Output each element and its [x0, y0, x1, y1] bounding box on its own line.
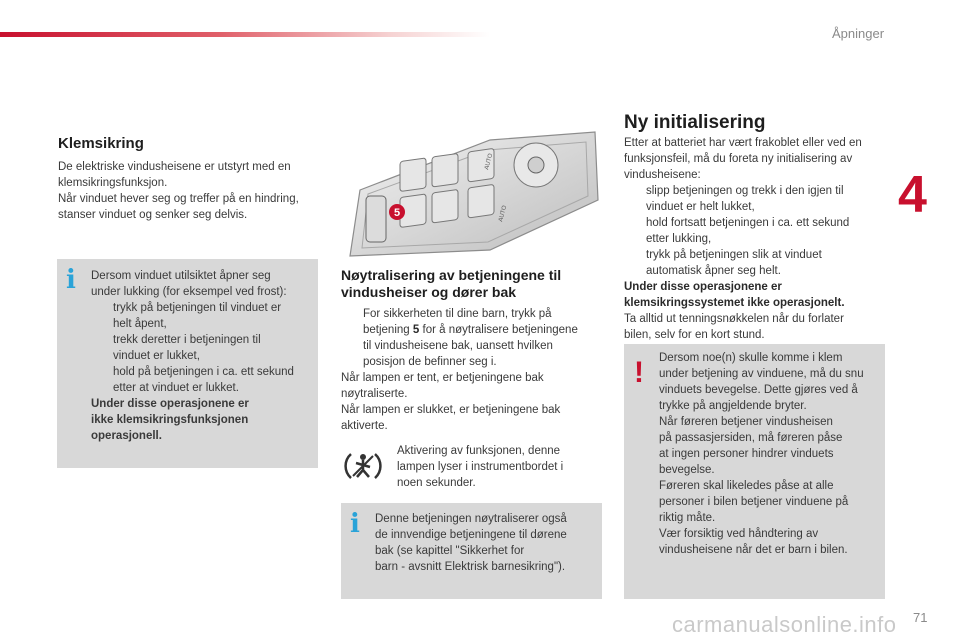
text-line: Denne betjeningen nøytraliserer også — [375, 513, 567, 525]
text-line: automatisk åpner seg helt. — [646, 265, 781, 277]
text-line: Under disse operasjonene er — [91, 398, 249, 410]
text-line: trekk deretter i betjeningen til — [113, 334, 261, 346]
text-line: Når lampen er slukket, er betjeningene bak — [341, 404, 561, 416]
text-line: vinduets bevegelse. Dette gjøres ved å — [659, 384, 858, 396]
lamp-description — [397, 443, 602, 491]
auto-label: AUTO — [484, 152, 495, 171]
warning-box — [624, 344, 885, 599]
text-line: slipp betjeningen og trekk i den igjen til — [646, 185, 844, 197]
auto-label: AUTO — [498, 204, 509, 223]
text-part: for å nøytralisere betjeningene — [422, 324, 578, 336]
text-line: Dersom vinduet utilsiktet åpner seg — [91, 270, 271, 282]
page-number: 71 — [913, 610, 928, 625]
noytralisering-body — [341, 306, 603, 434]
bullet-marker — [91, 300, 113, 332]
ny-init-title: Ny initialisering — [624, 112, 766, 133]
text-line: For sikkerheten til dine barn, trykk på — [363, 308, 552, 320]
text-line: Føreren skal likeledes påse at alle — [659, 480, 834, 492]
text-line: riktig måte. — [659, 512, 716, 524]
text-line: funksjonsfeil, må du foreta ny initialisering av — [624, 153, 853, 165]
title-line: Nøytralisering av betjeningene til — [341, 267, 562, 283]
text-line: vinduet er lukket, — [113, 350, 200, 362]
info-box-mid — [341, 503, 602, 599]
watermark: carmanualsonline.info — [672, 612, 897, 637]
title-line: vindusheiser og dører bak — [341, 284, 517, 300]
text-line: Vær forsiktig ved håndtering av — [659, 528, 819, 540]
text-line: helt åpent, — [113, 318, 167, 330]
text-line: lampen lyser i instrumentbordet i — [397, 461, 564, 473]
body-line: De elektriske vindusheisene er utstyrt med en — [58, 161, 291, 173]
control-ref: 5 — [412, 324, 420, 336]
bullet-marker — [624, 215, 646, 247]
text-line: vinduet er helt lukket, — [646, 201, 755, 213]
bullet-marker — [91, 332, 113, 364]
body-line: stanser vinduet og senker seg delvis. — [58, 209, 248, 221]
bullet-item — [624, 183, 889, 215]
text-line: posisjon de befinner seg i. — [363, 356, 497, 368]
text-line: bevegelse. — [659, 464, 715, 476]
text-part: betjening — [363, 324, 410, 336]
bullet-item — [341, 306, 603, 370]
info-box-left — [57, 259, 318, 468]
text-line: Etter at batteriet har vært frakoblet eller ved en — [624, 137, 862, 149]
text-line: personer i bilen betjener vinduene på — [659, 496, 849, 508]
text-line: nøytraliserte. — [341, 388, 408, 400]
bullet-item — [91, 332, 313, 364]
window-switch-panel-illustration — [340, 130, 602, 258]
text-line: trykk på betjeningen slik at vinduet — [646, 249, 822, 261]
header-accent-bar — [0, 32, 490, 37]
bullet-item — [91, 364, 313, 396]
info-icon: i — [66, 265, 76, 295]
warning-icon: ! — [634, 356, 644, 389]
text-line: ikke klemsikringsfunksjonen — [91, 414, 249, 426]
text-line: vindusheisene når det er barn i bilen. — [659, 544, 848, 556]
text-line: Når føreren betjener vindusheisen — [659, 416, 833, 428]
callout-number: 5 — [393, 207, 401, 219]
bullet-item — [624, 247, 889, 279]
warning-box-text — [659, 350, 883, 558]
noytralisering-title — [341, 267, 603, 301]
info-icon: i — [350, 509, 360, 539]
text-line: aktiverte. — [341, 420, 388, 432]
bullet-item — [91, 300, 313, 332]
bullet-marker — [91, 364, 113, 396]
text-line: barn - avsnitt Elektrisk barnesikring"). — [375, 561, 566, 573]
bullet-marker — [624, 183, 646, 215]
text-line: hold på betjeningen i ca. ett sekund — [113, 366, 294, 378]
text-line: de innvendige betjeningene til dørene — [375, 529, 567, 541]
text-line: etter lukking, — [646, 233, 712, 245]
text-line: på passasjersiden, må føreren påse — [659, 432, 843, 444]
bullet-marker — [341, 306, 363, 370]
chapter-number: 4 — [898, 166, 927, 224]
bullet-item — [624, 215, 889, 247]
text-line: operasjonell. — [91, 430, 162, 442]
text-line: Under disse operasjonene er — [624, 281, 782, 293]
body-line: Når vinduet hever seg og treffer på en hindring, — [58, 193, 299, 205]
text-line: bak (se kapittel "Sikkerhet for — [375, 545, 525, 557]
text-line: Dersom noe(n) skulle komme i klem — [659, 352, 843, 364]
bullet-marker — [624, 247, 646, 279]
text-line: noen sekunder. — [397, 477, 476, 489]
text-line: trykke på angjeldende bryter. — [659, 400, 807, 412]
text-line: Når lampen er tent, er betjeningene bak — [341, 372, 544, 384]
text-line: at ingen personer hindrer vinduets — [659, 448, 834, 460]
text-line: hold fortsatt betjeningen i ca. ett sekund — [646, 217, 850, 229]
text-line: klemsikringssystemet ikke operasjonelt. — [624, 297, 845, 309]
text-line: Ta alltid ut tenningsnøkkelen når du forlater — [624, 313, 844, 325]
klemsikring-body — [58, 159, 328, 223]
text-line: Aktivering av funksjonen, denne — [397, 445, 561, 457]
child-lock-lamp-icon — [343, 446, 383, 486]
text-line: bilen, selv for en kort stund. — [624, 329, 765, 341]
text-line: til vindusheisene bak, uansett hvilken — [363, 340, 553, 352]
info-box-mid-text — [375, 511, 599, 575]
info-box-left-text — [91, 268, 313, 444]
text-line: under betjening av vinduene, må du snu — [659, 368, 864, 380]
text-line: vindusheisene: — [624, 169, 701, 181]
text-line: etter at vinduet er lukket. — [113, 382, 239, 394]
text-line: under lukking (for eksempel ved frost): — [91, 286, 287, 298]
text-line: trykk på betjeningen til vinduet er — [113, 302, 282, 314]
klemsikring-title: Klemsikring — [58, 135, 144, 152]
ny-init-body — [624, 135, 889, 343]
body-line: klemsikringsfunksjon. — [58, 177, 168, 189]
text-line — [363, 322, 578, 338]
section-title: Åpninger — [832, 26, 885, 41]
